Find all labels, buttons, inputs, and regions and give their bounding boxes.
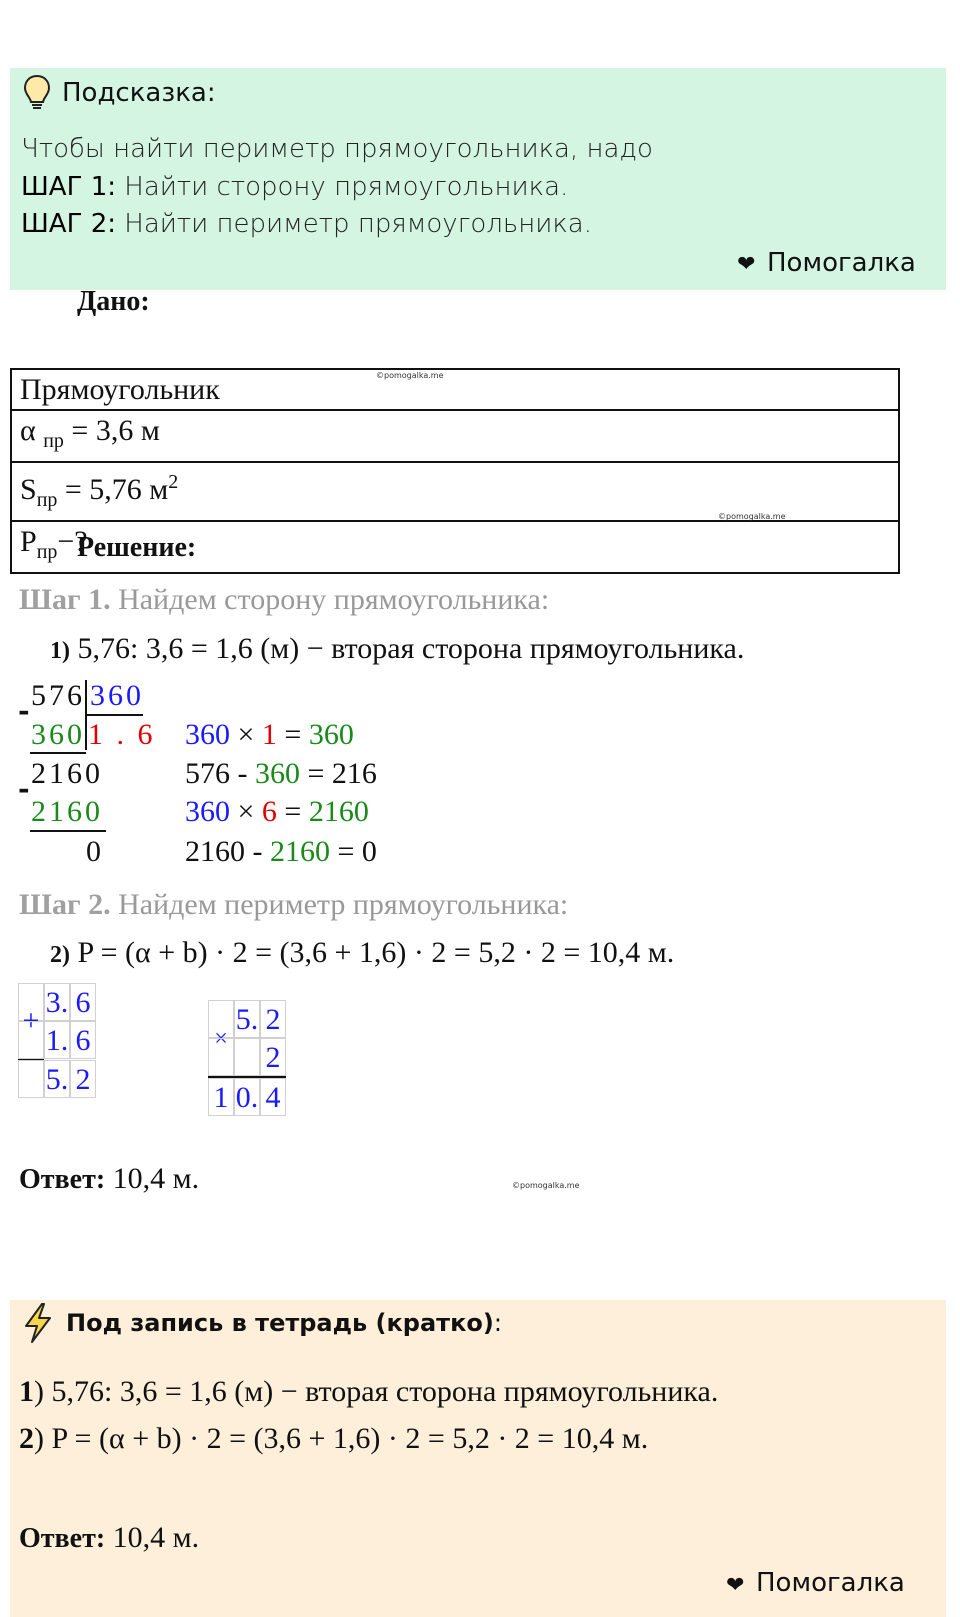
division-underline xyxy=(30,830,106,832)
lightning-icon xyxy=(20,1302,56,1348)
eq1-text: 5,76: 3,6 = 1,6 (м) − вторая сторона прямоугольника. xyxy=(77,632,745,665)
given-row-1: Прямоугольник xyxy=(11,369,899,410)
subtrahend-2: 2160 xyxy=(31,795,103,828)
plus-sign: + xyxy=(22,1004,40,1037)
hint-title: Подсказка: xyxy=(62,78,216,108)
division-note-3: 360 × 6 = 2160 xyxy=(185,795,369,828)
notes-line-2: 2) P = (α + b) · 2 = (3,6 + 1,6) · 2 = 5,2 · 2 = 10,4 м. xyxy=(19,1422,649,1455)
notes-box xyxy=(10,1300,946,1617)
given-row-3: $S_{пр} = 5,76$ $м^2$ xyxy=(11,462,899,521)
hint-step2-text: Найти периметр прямоугольника. xyxy=(116,209,593,239)
subtrahend-1: 360 xyxy=(31,718,85,751)
given-heading: Дано: xyxy=(77,286,150,317)
minus-sign: - xyxy=(18,772,30,805)
hint-line-2 xyxy=(21,172,568,202)
hint-line-3 xyxy=(21,209,592,239)
notes-title-line: Под запись в тетрадь (кратко): xyxy=(66,1309,502,1337)
heart-icon: ❤ xyxy=(726,1573,745,1598)
eq2-text: P = (α + b) · 2 = (3,6 + 1,6) · 2 = 5,2 · 2 = 10,4 м. xyxy=(77,936,675,969)
division-bar xyxy=(85,714,143,716)
final-remainder: 0 xyxy=(86,835,104,868)
dividend: 576 xyxy=(31,679,85,712)
watermark: ©pomogalka.me xyxy=(376,371,444,380)
hint-step1-text: Найти сторону прямоугольника. xyxy=(116,172,569,202)
notes-line-1: 1) 5,76: 3,6 = 1,6 (м) − вторая сторона прямоугольника. xyxy=(19,1375,719,1408)
heart-icon: ❤ xyxy=(737,252,756,277)
watermark: ©pomogalka.me xyxy=(718,512,786,521)
watermark: ©pomogalka.me xyxy=(512,1181,580,1190)
given-row-2: α $_{пр}$ = 3,6 м xyxy=(11,410,899,462)
eq2-number: 2) xyxy=(50,942,70,968)
brand-label: Помогалка xyxy=(767,248,916,278)
notes-title: Под запись в тетрадь (кратко) xyxy=(66,1309,494,1337)
equation-2 xyxy=(50,936,674,970)
answer xyxy=(19,1162,199,1196)
division-note-4: 2160 - 2160 = 0 xyxy=(185,835,377,868)
remainder-1: 2160 xyxy=(31,757,103,790)
step2-line xyxy=(19,888,568,922)
equation-1 xyxy=(50,632,744,666)
times-sign: × xyxy=(214,1026,228,1052)
hint-box xyxy=(10,68,946,290)
step1-label: Шаг 1. xyxy=(19,583,111,616)
quotient: 1 . 6 xyxy=(88,718,156,751)
given-row-4: $P_{пр}-$? xyxy=(11,521,899,573)
hint-step2-label: ШАГ 2: xyxy=(21,209,117,239)
divisor: 360 xyxy=(90,679,144,712)
hint-step1-label: ШАГ 1: xyxy=(21,172,117,202)
answer-label: Ответ: xyxy=(19,1164,106,1195)
notes-answer: Ответ: 10,4 м. xyxy=(19,1521,200,1554)
lightbulb-icon xyxy=(22,74,52,116)
division-note-1: 360 × 1 = 360 xyxy=(185,718,354,751)
division-underline xyxy=(30,752,86,754)
minus-sign: - xyxy=(18,694,30,727)
division-note-2: 576 - 360 = 216 xyxy=(185,757,377,790)
step1-text: Найдем сторону прямоугольника: xyxy=(110,583,550,616)
answer-value: 10,4 м. xyxy=(105,1162,200,1195)
step2-label: Шаг 2. xyxy=(19,888,111,921)
brand-label: Помогалка xyxy=(756,1568,905,1598)
step2-text: Найдем периметр прямоугольника: xyxy=(110,888,569,921)
solution-heading: Решение: xyxy=(77,532,197,563)
hint-line-1: Чтобы найти периметр прямоугольника, надо xyxy=(21,134,653,164)
step1-line xyxy=(19,583,549,617)
eq1-number: 1) xyxy=(50,638,70,664)
